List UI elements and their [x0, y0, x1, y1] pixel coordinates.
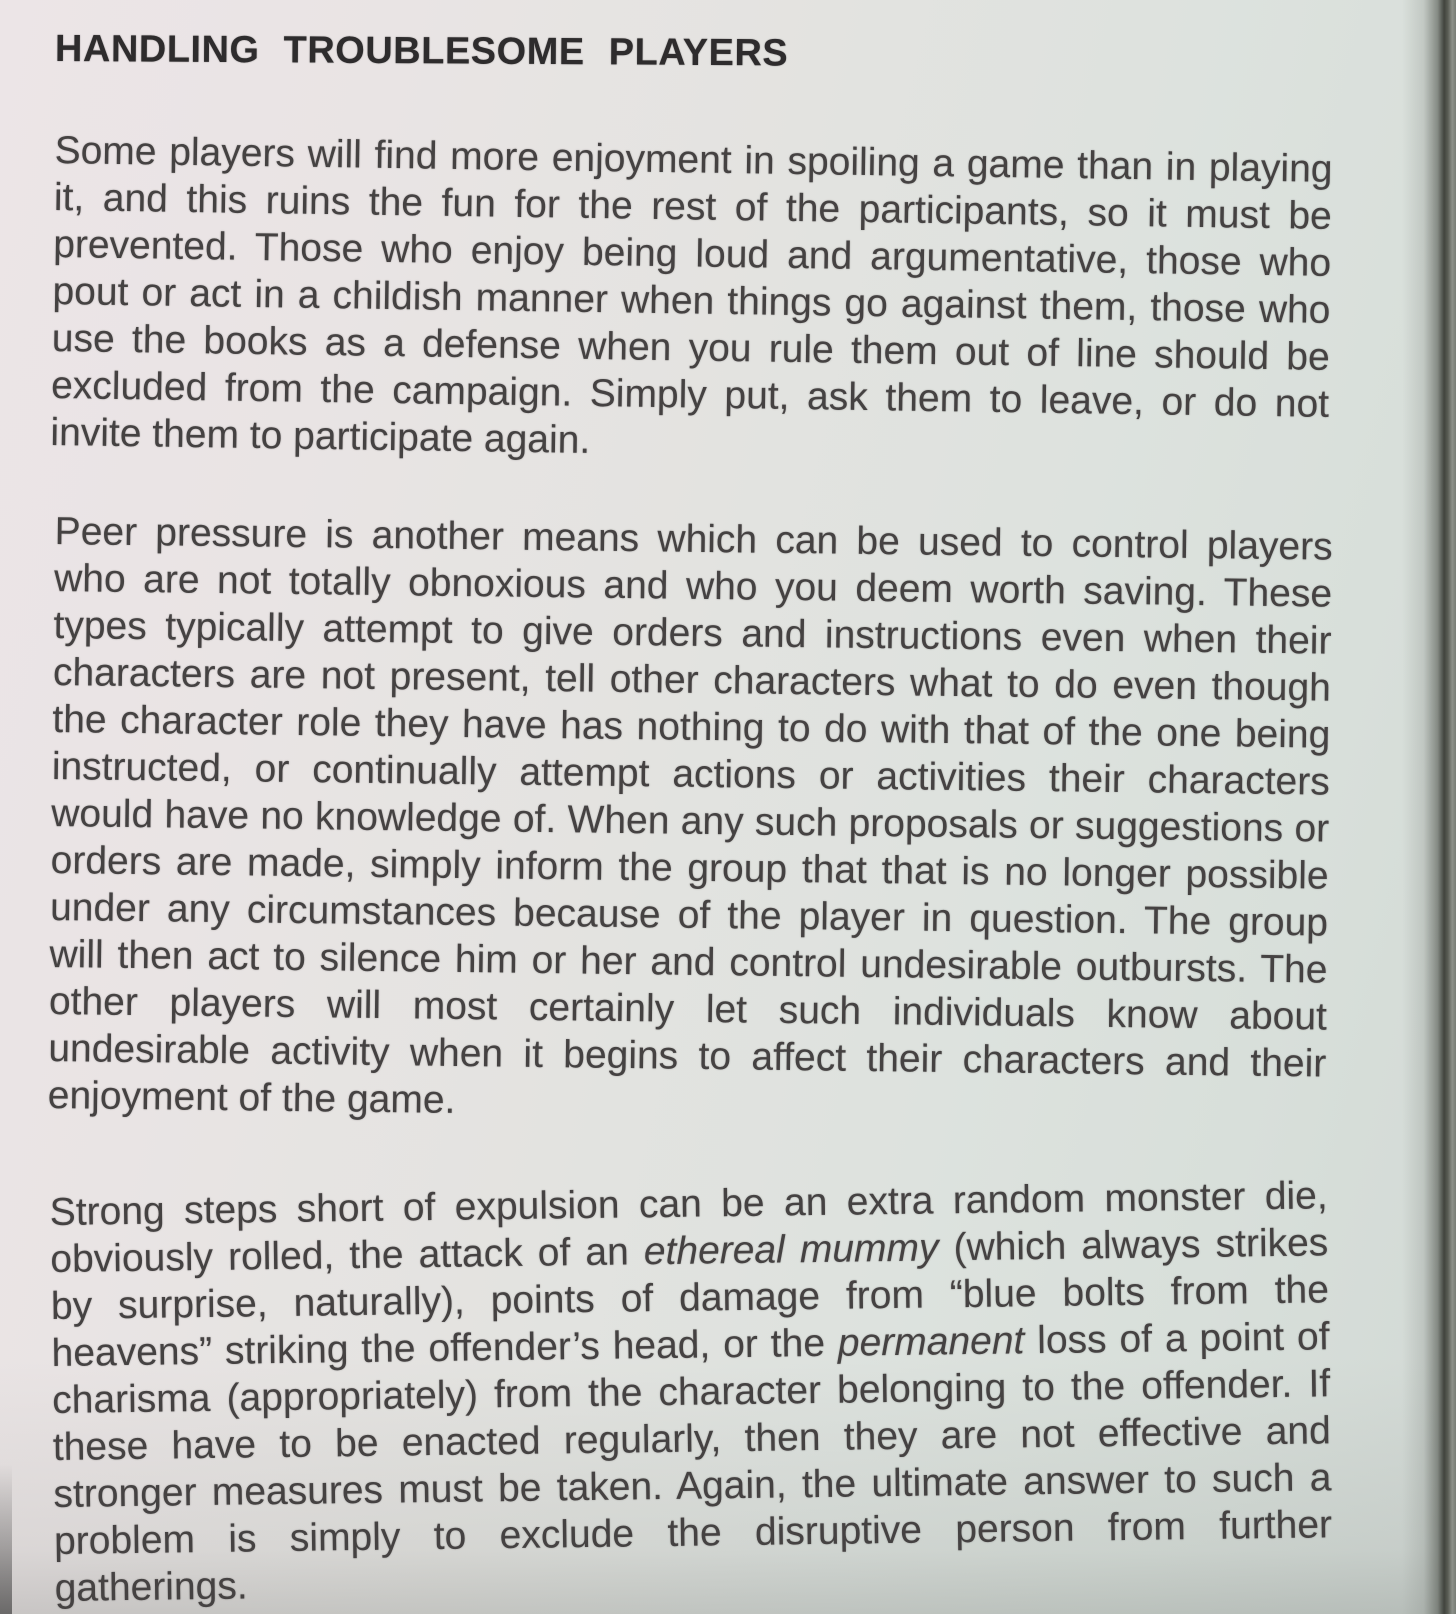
paragraph-excluding-players: Some players will find more enjoyment in spoiling a game than in playing it, and this ruins the fun for the rest of the participants, so it must be prevented. Those who enjoy being loud and argumentative, those who pout or act in a childish manner when things go against them, those who use the books as a defense when you rule them out of line should be excluded from the campaign. Simply put, ask them to leave, or do not invite them to participate again.	[50, 128, 1333, 462]
paragraph-strong-steps: Strong steps short of expulsion can be an extra random monster die, obviously rolled, the attack of an ethereal mummy (which always strikes by surprise, naturally), points of damage from “blue bolts from the heavens” striking the offender’s head, or the permanent loss of a point of charisma (appropriately) from the character belonging to the offender. If these have to be enacted regularly, then they are not effective and stronger measures must be taken. Again, the ultimate answer to such a problem is simply to exclude the disruptive person from further gatherings.	[49, 1174, 1333, 1611]
book-page	[47, 28, 1333, 1612]
page-bottom-left-shadow	[0, 1464, 12, 1614]
page-right-edge-shadow	[1402, 0, 1456, 1614]
section-heading: HANDLING TROUBLESOME PLAYERS	[54, 28, 789, 75]
paragraph-peer-pressure: Peer pressure is another means which can be used to control players who are not totally obnoxious and who you deem worth saving. These types typically attempt to give orders and instructions even when their characters are not present, tell other characters what to do even though the character role they have has nothing to do with that of the one being instructed, or continually attempt actions or activities their characters would have no knowledge of. When any such proposals or suggestions or orders are made, simply inform the group that that is no longer possible under any circumstances because of the player in question. The group will then act to silence him or her and control undesirable outbursts. The other players will most certainly let such individuals know about undesirable activity when it begins to affect their characters and their enjoyment of the game.	[47, 509, 1333, 1122]
